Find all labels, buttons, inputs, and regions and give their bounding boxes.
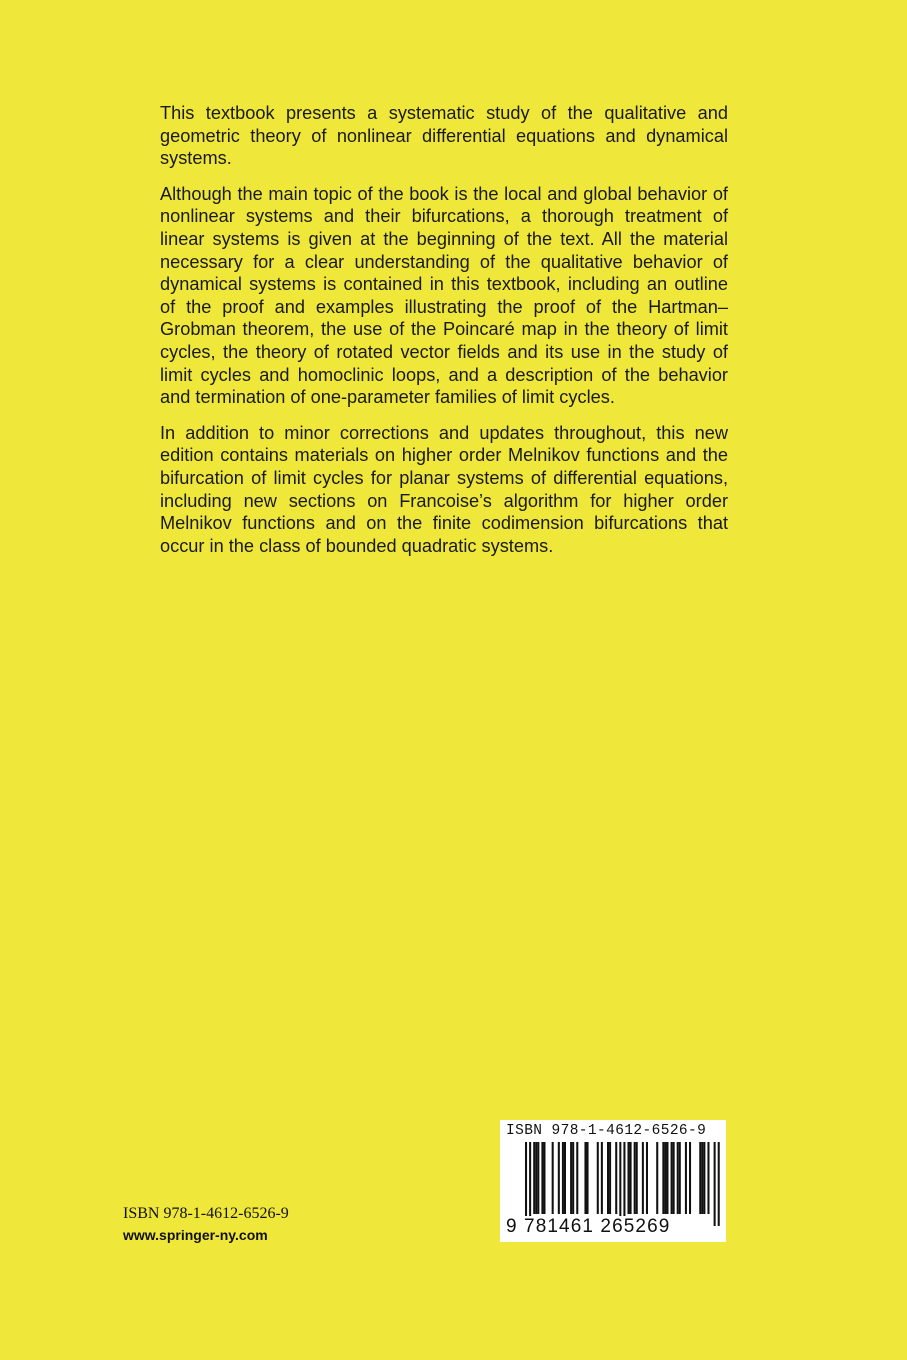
barcode-bar-37 bbox=[685, 1142, 687, 1214]
barcode-bar-13 bbox=[576, 1142, 578, 1214]
barcode-bar-10 bbox=[564, 1142, 566, 1214]
barcode-bar-41 bbox=[703, 1142, 705, 1214]
publisher-imprint bbox=[123, 1204, 289, 1246]
barcode-bar-22 bbox=[623, 1142, 625, 1226]
barcode-bar-0 bbox=[525, 1142, 527, 1226]
barcode-digits: 9 781461 265269 bbox=[506, 1216, 671, 1237]
barcode-bar-21 bbox=[619, 1142, 621, 1226]
back-cover-blurb bbox=[160, 102, 728, 570]
barcode-bar-38 bbox=[689, 1142, 691, 1214]
barcode-bar-25 bbox=[634, 1142, 636, 1214]
barcode-bar-15 bbox=[587, 1142, 589, 1214]
barcode-bar-17 bbox=[601, 1142, 603, 1214]
barcode-bar-19 bbox=[609, 1142, 611, 1214]
barcode-bar-14 bbox=[584, 1142, 586, 1214]
barcode-bar-44 bbox=[718, 1142, 720, 1226]
publisher-url: www.springer-ny.com bbox=[123, 1227, 268, 1243]
blurb-paragraph-1: This textbook presents a systematic study of the qualitative and geometric theory of nonlinear differential equations and dynamical systems. bbox=[160, 103, 728, 169]
barcode-bar-8 bbox=[558, 1142, 560, 1214]
barcode-bar-39 bbox=[699, 1142, 701, 1214]
barcode-bar-23 bbox=[628, 1142, 630, 1214]
barcode-bar-32 bbox=[666, 1142, 668, 1214]
barcode-bar-11 bbox=[570, 1142, 572, 1214]
barcode-bar-26 bbox=[636, 1142, 638, 1214]
barcode-bar-20 bbox=[615, 1142, 617, 1214]
barcode-bar-43 bbox=[714, 1142, 716, 1226]
barcode-bar-42 bbox=[707, 1142, 709, 1214]
barcode-bar-35 bbox=[677, 1142, 679, 1214]
barcode-bar-30 bbox=[662, 1142, 664, 1214]
isbn-text: ISBN 978-1-4612-6526-9 bbox=[123, 1205, 289, 1222]
barcode-bar-5 bbox=[541, 1142, 543, 1214]
barcode-bar-27 bbox=[642, 1142, 644, 1214]
barcode-bar-36 bbox=[679, 1142, 681, 1214]
barcode-bar-34 bbox=[673, 1142, 675, 1214]
barcode-bar-40 bbox=[701, 1142, 703, 1214]
barcode-bar-18 bbox=[607, 1142, 609, 1214]
barcode-bar-7 bbox=[552, 1142, 554, 1214]
barcode-bar-6 bbox=[543, 1142, 545, 1214]
barcode-bar-3 bbox=[535, 1142, 537, 1214]
isbn-barcode bbox=[500, 1120, 726, 1242]
barcode-bar-2 bbox=[533, 1142, 535, 1214]
barcode-bar-24 bbox=[630, 1142, 632, 1214]
barcode-bar-1 bbox=[529, 1142, 531, 1226]
blurb-paragraph-2: Although the main topic of the book is the local and global behavior of nonlinear systems and their bifurcations, a thorough treatment of linear systems is given at the beginning of the text. All the material necessary for a clear understanding of the qualitative behavior of dynamical systems is contained in this textbook, including an outline of the proof and examples illustrating the proof of the Hartman–Grobman theorem, the use of the Poincaré map in the theory of limit cycles, the theory of rotated vector fields and its use in the study of limit cycles and homoclinic loops, and a description of the behavior and termination of one-parameter families of limit cycles. bbox=[160, 183, 728, 408]
barcode-bar-12 bbox=[572, 1142, 574, 1214]
barcode-bar-16 bbox=[597, 1142, 599, 1214]
barcode-bar-28 bbox=[646, 1142, 648, 1214]
barcode-bar-31 bbox=[664, 1142, 666, 1214]
barcode-bar-9 bbox=[562, 1142, 564, 1214]
barcode-bar-29 bbox=[656, 1142, 658, 1214]
barcode-bar-4 bbox=[537, 1142, 539, 1214]
barcode-isbn-label: ISBN 978-1-4612-6526-9 bbox=[506, 1123, 707, 1139]
barcode-bar-33 bbox=[671, 1142, 673, 1214]
blurb-paragraph-3: In addition to minor corrections and updates throughout, this new edition contains materials on higher order Melnikov functions and the bifurcation of limit cycles for planar systems of differential equations, including new sections on Francoise’s algorithm for higher order Melnikov functions and on the finite codimension bifurcations that occur in the class of bounded quadratic systems. bbox=[160, 422, 728, 556]
